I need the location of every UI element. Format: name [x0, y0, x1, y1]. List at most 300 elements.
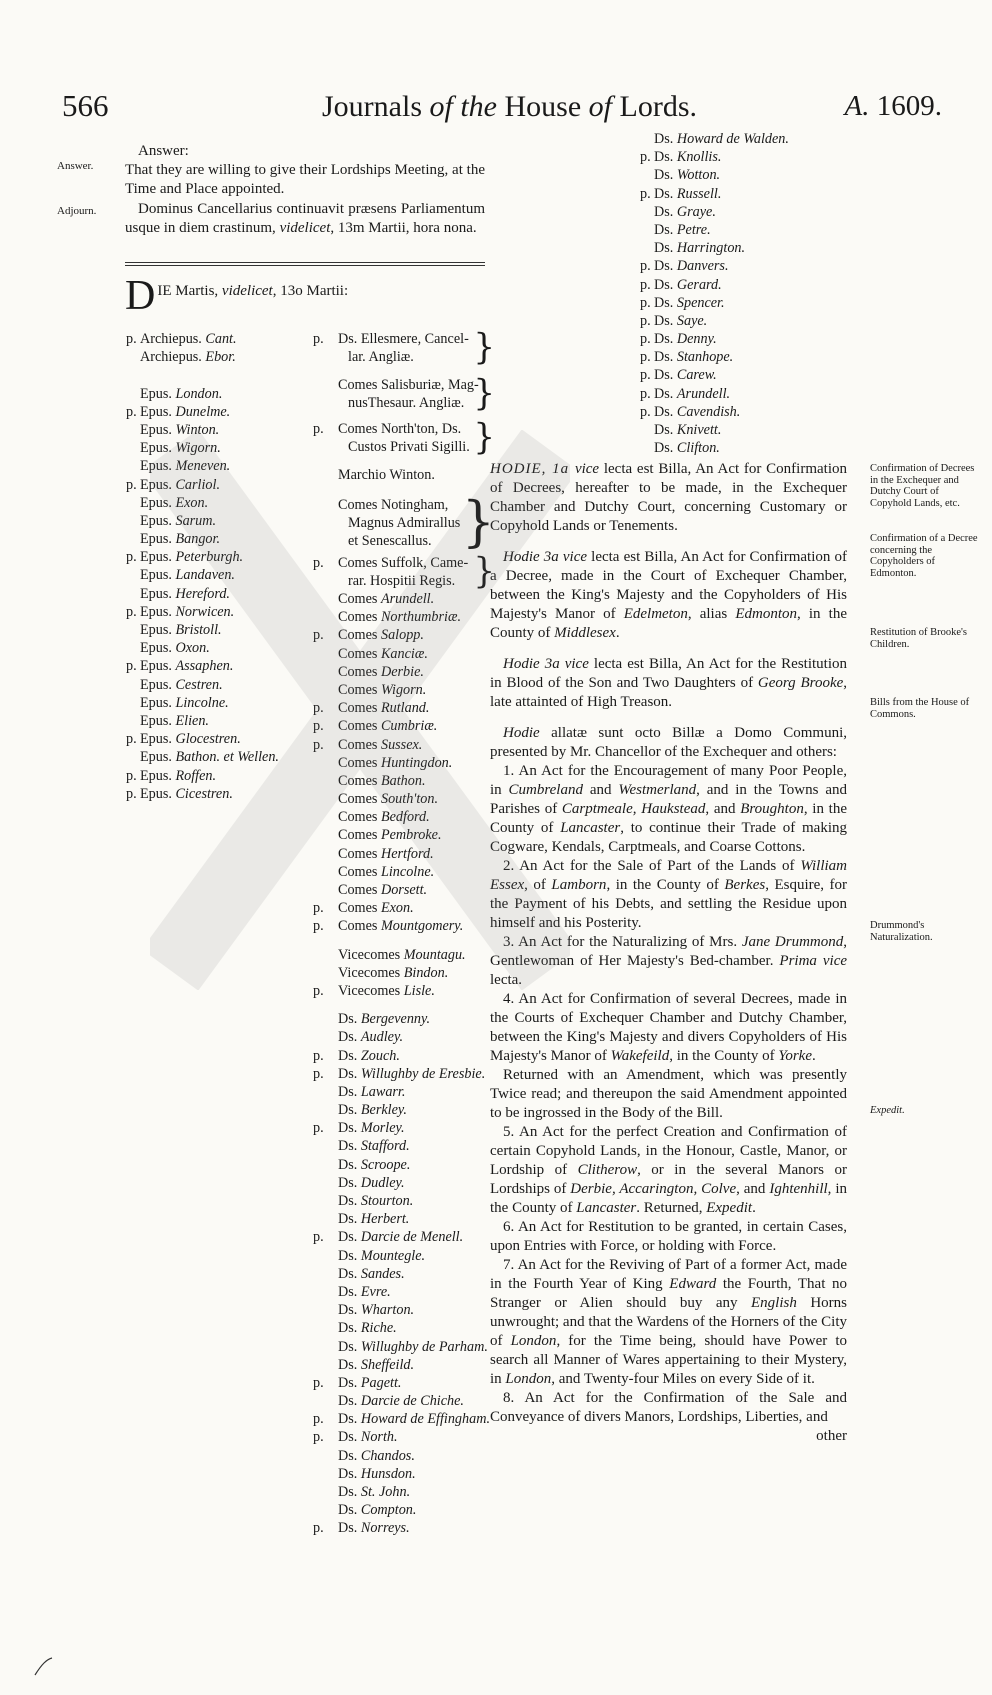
entry-title: Comes	[338, 882, 378, 898]
entry-title: Ds.	[654, 367, 674, 384]
list-entry	[640, 421, 850, 439]
notingham-line: Magnus Admirallus	[348, 515, 461, 531]
entry-text	[654, 294, 725, 312]
list-entry	[313, 1483, 495, 1501]
entry-name: Spencer.	[676, 294, 725, 311]
entry-title: Comes	[338, 736, 378, 753]
bill-item-8: 8. An Act for the Confirmation of the Sale and Conveyance of divers Manors, Lordships, Liberties, and	[490, 1390, 847, 1425]
entry-title: Comes	[338, 900, 378, 917]
suffolk-entry	[313, 550, 495, 590]
entry-text	[140, 767, 216, 785]
entry-title: Archiepus.	[140, 349, 202, 366]
present-mark: p.	[313, 1120, 324, 1137]
entry-title: Epus.	[140, 549, 172, 566]
entry-text	[338, 982, 435, 1000]
entry-text	[654, 221, 711, 239]
list-entry	[313, 663, 495, 681]
entry-title: Epus.	[140, 512, 172, 529]
entry-name: Dudley.	[360, 1174, 405, 1191]
sidenote-decrees: Confirmation of Decrees in the Exchequer and Dutchy Court of Copyhold Lands, etc.	[870, 463, 975, 509]
entry-name: Danvers.	[676, 258, 729, 275]
list-entry	[313, 982, 495, 1000]
present-mark: p.	[313, 918, 324, 935]
entry-title: Epus.	[140, 567, 172, 584]
entry-title: Epus.	[140, 385, 172, 402]
sidenote-expedit: Expedit.	[870, 1105, 905, 1116]
entry-name: Darcie de Menell.	[360, 1229, 464, 1246]
entry-title: Comes	[338, 754, 378, 771]
entry-title: Ds.	[654, 312, 674, 329]
entry-name: Huntingdon.	[380, 754, 453, 771]
entry-title: Vicecomes	[338, 982, 401, 999]
text-part: , and in the Towns and Parishes of	[490, 782, 847, 817]
title-part: of the	[429, 90, 497, 123]
list-entry	[313, 1247, 495, 1265]
text-part: , in the County of	[606, 877, 725, 893]
entry-title: Comes	[338, 627, 378, 644]
entry-title: Ds.	[654, 221, 674, 238]
entry-text	[140, 348, 236, 366]
entry-text	[654, 385, 730, 403]
text-part: , in the County of	[490, 1181, 847, 1216]
entry-text	[338, 946, 466, 964]
entry-title: Ds.	[338, 1083, 358, 1100]
entry-name: Clifton.	[676, 440, 720, 457]
entry-name: Cant.	[205, 331, 237, 347]
entry-text	[338, 1428, 398, 1446]
list-entry	[313, 736, 495, 754]
entry-text	[338, 681, 426, 699]
list-entry	[313, 681, 495, 699]
entry-name: Wigorn.	[380, 681, 427, 698]
entry-title: Ds.	[338, 1356, 358, 1373]
sidenote-edmonton: Confirmation of a Decree concerning the Copyholders of Edmonton.	[870, 533, 978, 579]
text-part: Lancaster	[576, 1200, 637, 1216]
entry-name: North.	[360, 1429, 398, 1446]
entry-name: Willughby de Parham.	[360, 1338, 488, 1355]
brace-mark: }	[461, 490, 495, 554]
text-part: William Essex	[490, 858, 847, 893]
office-line: Comes Salisburiæ, Mag-	[338, 377, 479, 393]
running-header	[62, 88, 942, 128]
text-part: London	[505, 1371, 552, 1387]
present-mark: p.	[640, 185, 651, 202]
entry-name: Russell.	[676, 185, 722, 202]
office-line: nusThesaur. Angliæ.	[348, 395, 465, 411]
entry-title: Epus.	[140, 785, 172, 802]
entry-text	[338, 754, 452, 772]
entry-name: Oxon.	[175, 640, 210, 657]
entry-name: Graye.	[676, 203, 716, 220]
entry-title: Comes	[338, 772, 378, 789]
earls-list	[313, 590, 495, 936]
list-entry	[313, 699, 495, 717]
text-part: Berkes	[724, 877, 766, 893]
present-mark: p.	[313, 1229, 324, 1246]
text-part: HODIE, 1a	[490, 461, 575, 477]
entry-title: Epus.	[140, 476, 172, 493]
bill-item-1	[490, 762, 847, 857]
present-mark: p.	[640, 312, 651, 329]
list-entry	[313, 881, 495, 899]
present-mark: p.	[313, 1047, 324, 1064]
entry-title: Comes	[338, 863, 378, 880]
list-entry	[640, 294, 850, 312]
bill-reading-2	[490, 548, 847, 643]
office-entry	[313, 414, 495, 458]
entry-title: Comes	[338, 845, 378, 862]
entry-name: Knollis.	[676, 149, 722, 166]
entry-name: Sandes.	[360, 1265, 405, 1282]
entry-name: Harrington.	[676, 240, 746, 257]
list-entry	[313, 772, 495, 790]
entry-title: Ds.	[338, 1011, 358, 1028]
list-entry	[313, 1137, 495, 1155]
list-entry	[640, 257, 850, 275]
text-part: Edmonton	[735, 606, 798, 622]
entry-text	[338, 826, 442, 844]
entry-name: Herbert.	[360, 1211, 410, 1228]
entry-title: Ds.	[338, 1265, 358, 1282]
text-part: Clitherow	[577, 1162, 638, 1178]
title-part: Lords.	[612, 90, 697, 123]
present-mark: p.	[640, 367, 651, 384]
entry-name: Glocestren.	[175, 731, 241, 748]
entry-name: Evre.	[360, 1283, 391, 1300]
present-mark: p.	[313, 1520, 324, 1537]
entry-name: Salopp.	[380, 627, 424, 644]
entry-title: Comes	[338, 645, 378, 662]
entry-name: Mountagu.	[403, 946, 466, 963]
list-entry	[126, 694, 306, 712]
entry-text	[338, 590, 434, 608]
entry-title: Epus.	[140, 603, 172, 620]
entry-text	[140, 621, 222, 639]
entry-name: Cavendish.	[676, 403, 741, 420]
text-part: , late attainted of High Treason.	[490, 675, 848, 710]
present-mark: p.	[640, 385, 651, 402]
entry-text	[338, 772, 426, 790]
year-letter: A.	[844, 90, 870, 122]
entry-title: Ds.	[654, 440, 674, 457]
entry-name: Bristoll.	[175, 622, 222, 638]
entry-name: Lisle.	[403, 982, 435, 999]
text-part: , Esquire, for the Payment of his Debts, and settling the Residue upon himself and his Posterity.	[490, 877, 848, 931]
entry-name: Meneven.	[175, 458, 231, 475]
entry-name: Hereford.	[175, 585, 230, 602]
text-part: , for the Time being, should have Power to search all Manner of Wares appertaining to their Mystery, in	[490, 1333, 847, 1387]
entry-text	[654, 330, 717, 348]
present-mark: p.	[126, 331, 137, 347]
text-part: Yorke	[778, 1048, 812, 1064]
list-entry	[313, 608, 495, 626]
entry-title: Comes	[338, 700, 378, 717]
list-entry	[313, 645, 495, 663]
present-mark: p.	[126, 603, 137, 620]
entry-name: Bergevenny.	[360, 1011, 431, 1028]
list-entry	[313, 1028, 495, 1046]
list-entry	[640, 439, 850, 457]
present-mark: p.	[313, 627, 324, 644]
entry-name: Pagett.	[360, 1374, 402, 1391]
entry-text	[338, 1265, 405, 1283]
entry-text	[338, 1465, 416, 1483]
entry-name: Riche.	[360, 1320, 397, 1337]
list-entry	[126, 494, 306, 512]
entry-name: Norwicen.	[175, 603, 235, 620]
entry-text	[338, 626, 424, 644]
text-part: Derbie, Accarington, Colve	[570, 1181, 737, 1197]
text-part: Hodie	[503, 725, 540, 741]
present-mark: p.	[126, 767, 137, 784]
entry-text	[338, 881, 427, 899]
present-mark: p.	[640, 149, 651, 166]
list-entry	[126, 366, 306, 384]
suffolk-line: rar. Hospitii Regis.	[348, 573, 456, 589]
entry-title: Ds.	[654, 167, 674, 184]
entry-title: Ds.	[338, 1520, 358, 1537]
entry-text	[140, 657, 233, 675]
entry-name: Roffen.	[175, 767, 217, 784]
entry-text	[654, 421, 721, 439]
entry-name: St. John.	[360, 1484, 411, 1500]
list-entry	[313, 1356, 495, 1374]
list-entry	[313, 1174, 495, 1192]
entry-text	[338, 699, 429, 717]
entry-title: Ds.	[338, 1065, 358, 1082]
entry-text	[140, 330, 237, 348]
date-part: videlicet	[221, 283, 273, 299]
entry-name: Chandos.	[360, 1447, 415, 1464]
present-mark: p.	[313, 555, 324, 571]
entry-title: Comes	[338, 663, 378, 680]
list-entry	[313, 808, 495, 826]
list-entry	[313, 1047, 495, 1065]
list-entry	[640, 130, 850, 148]
entry-name: Cumbriæ.	[380, 718, 438, 735]
list-entry	[640, 403, 850, 421]
section-divider	[125, 265, 485, 266]
text-part: Broughton	[740, 801, 804, 817]
entry-name: Audley.	[360, 1029, 404, 1046]
list-entry	[313, 964, 495, 982]
list-entry	[313, 845, 495, 863]
stray-mark	[32, 1655, 56, 1679]
entry-text	[338, 1374, 401, 1392]
text-part: Hodie 3a vice	[503, 549, 588, 565]
entry-title: Ds.	[654, 422, 674, 438]
text-part: .	[752, 1200, 756, 1216]
list-entry	[640, 330, 850, 348]
entry-text	[338, 663, 424, 681]
entry-text	[140, 566, 235, 584]
entry-title: Ds.	[338, 1247, 358, 1264]
entry-text	[654, 185, 721, 203]
adjourn-text	[125, 200, 485, 238]
entry-name: Bathon. et Wellen.	[175, 749, 279, 766]
list-entry	[126, 767, 306, 785]
list-entry	[313, 1392, 495, 1410]
brace-mark: }	[473, 326, 495, 368]
entry-name: Petre.	[676, 221, 711, 238]
list-entry	[126, 330, 306, 348]
entry-name: Saye.	[676, 312, 708, 329]
entry-title: Epus.	[140, 403, 172, 420]
entry-title: Ds.	[654, 203, 674, 220]
entry-text	[338, 1192, 413, 1210]
suffolk-line: Comes Suffolk, Came-	[338, 555, 469, 571]
entry-title: Epus.	[140, 749, 172, 766]
entry-name: Exon.	[380, 900, 414, 917]
list-entry	[640, 276, 850, 294]
entry-name: South'ton.	[380, 791, 438, 808]
entry-name: Stafford.	[360, 1138, 410, 1155]
entry-title: Ds.	[654, 131, 674, 147]
entry-text	[338, 1410, 490, 1428]
entry-name: Winton.	[175, 421, 220, 438]
list-entry	[313, 1083, 495, 1101]
entry-title: Ds.	[338, 1047, 358, 1064]
present-mark: p.	[126, 658, 137, 675]
text-part: , Gentlewoman of Her Majesty's Bed-chamber.	[490, 934, 847, 969]
entry-text	[338, 1338, 488, 1356]
title-part: Journals	[322, 90, 430, 123]
page-number: 566	[62, 88, 109, 123]
text-part: Edelmeton	[623, 606, 688, 622]
entry-name: Compton.	[360, 1502, 417, 1519]
entry-title: Ds.	[338, 1320, 358, 1337]
entry-text	[654, 403, 740, 421]
entry-text	[654, 130, 789, 148]
adjourn-part: , 13m Martii, hora nona.	[330, 220, 477, 236]
viscounts-list	[313, 946, 495, 1001]
journal-title	[322, 90, 697, 124]
entry-name: Hertford.	[380, 845, 434, 862]
date-part: IE Martis,	[157, 283, 222, 299]
entry-title: Vicecomes	[338, 964, 401, 981]
list-entry	[640, 203, 850, 221]
entry-title: Ds.	[654, 294, 674, 311]
text-part: Lancaster	[560, 820, 621, 836]
list-entry	[313, 1319, 495, 1337]
entry-text	[140, 585, 230, 603]
entry-name: Berkley.	[360, 1102, 407, 1119]
present-mark: p.	[313, 1429, 324, 1446]
list-entry	[313, 826, 495, 844]
notingham-line: et Senescallus.	[348, 533, 432, 549]
entry-title: Ds.	[338, 1374, 358, 1391]
list-entry	[313, 1156, 495, 1174]
answer-block	[125, 142, 485, 199]
entry-name: Sarum.	[175, 512, 217, 529]
entry-text	[140, 785, 233, 803]
list-entry	[126, 585, 306, 603]
list-entry	[313, 1065, 495, 1083]
entry-name: Lincolne.	[175, 694, 229, 711]
office-entry	[313, 370, 495, 414]
present-mark: p.	[313, 1065, 324, 1082]
present-mark: p.	[640, 294, 651, 311]
entry-text	[338, 863, 434, 881]
entry-text	[654, 148, 721, 166]
barons-continued-column	[640, 130, 850, 457]
list-entry	[313, 917, 495, 935]
text-part: English	[750, 1295, 797, 1311]
entry-text	[140, 439, 221, 457]
entry-name: Kanciæ.	[380, 645, 428, 662]
office-line: lar. Angliæ.	[348, 349, 414, 365]
entry-text	[338, 808, 430, 826]
present-mark: p.	[313, 421, 324, 437]
list-entry	[640, 239, 850, 257]
text-part: Horns unwrought; and that the Wardens of the Horners of the City of	[490, 1295, 847, 1349]
list-entry	[313, 790, 495, 808]
list-entry	[126, 476, 306, 494]
list-entry	[313, 1465, 495, 1483]
entry-name: Morley.	[360, 1120, 405, 1137]
text-part: allatæ sunt octo Billæ a Domo Communi, presented by Mr. Chancellor of the Exchequer and others:	[490, 725, 847, 760]
entry-name: Mountgomery.	[380, 918, 464, 935]
entry-name: Landaven.	[175, 567, 235, 584]
bills-from-commons	[490, 724, 847, 762]
entry-name: Sussex.	[380, 736, 423, 753]
entry-title: Ds.	[338, 1411, 358, 1428]
list-entry	[640, 312, 850, 330]
entry-title: Ds.	[654, 149, 674, 166]
present-mark: p.	[313, 1411, 324, 1428]
entry-text	[140, 512, 216, 530]
entry-text	[140, 457, 230, 475]
text-part: Westmerland	[618, 782, 697, 798]
entry-title: Ds.	[338, 1174, 358, 1191]
list-entry	[313, 1519, 495, 1537]
text-part: 3. An Act for the Naturalizing of Mrs.	[503, 934, 742, 950]
entry-text	[654, 312, 707, 330]
year-label	[845, 90, 942, 123]
proceedings-text	[490, 460, 847, 1446]
entry-title: Epus.	[140, 531, 172, 548]
entry-text	[338, 1301, 414, 1319]
entry-name: Northumbriæ.	[380, 609, 461, 626]
brace-mark: }	[473, 372, 495, 414]
entry-name: Wotton.	[676, 167, 721, 184]
entry-text	[338, 1356, 414, 1374]
sidenote-drummond: Drummond's Naturalization.	[870, 920, 933, 943]
entry-text	[338, 1283, 391, 1301]
list-entry	[640, 385, 850, 403]
entry-name: Stourton.	[360, 1193, 414, 1209]
catchword: other	[816, 1428, 847, 1444]
text-part: Ightenhill	[769, 1181, 828, 1197]
entry-title: Comes	[338, 681, 378, 698]
entry-name: Wigorn.	[175, 440, 221, 457]
present-mark: p.	[126, 403, 137, 420]
notingham-entry	[313, 486, 495, 554]
list-entry	[126, 439, 306, 457]
entry-text	[338, 1174, 405, 1192]
entry-title: Ds.	[338, 1120, 358, 1137]
entry-name: Lawarr.	[360, 1083, 406, 1100]
entry-title: Comes	[338, 827, 378, 844]
text-part: lecta est Billa, An Act for Confirmation of Decrees, hereafter to be made, in the Exchequer Chamber and Dutchy Court, concerning Customary or Copyhold Lands or Tenements.	[490, 461, 847, 534]
present-mark: p.	[640, 331, 651, 348]
present-mark: p.	[640, 349, 651, 366]
entry-text	[338, 1247, 425, 1265]
entry-name: Stanhope.	[676, 349, 734, 366]
list-entry	[126, 730, 306, 748]
list-entry	[313, 1210, 495, 1228]
present-mark: p.	[313, 736, 324, 753]
